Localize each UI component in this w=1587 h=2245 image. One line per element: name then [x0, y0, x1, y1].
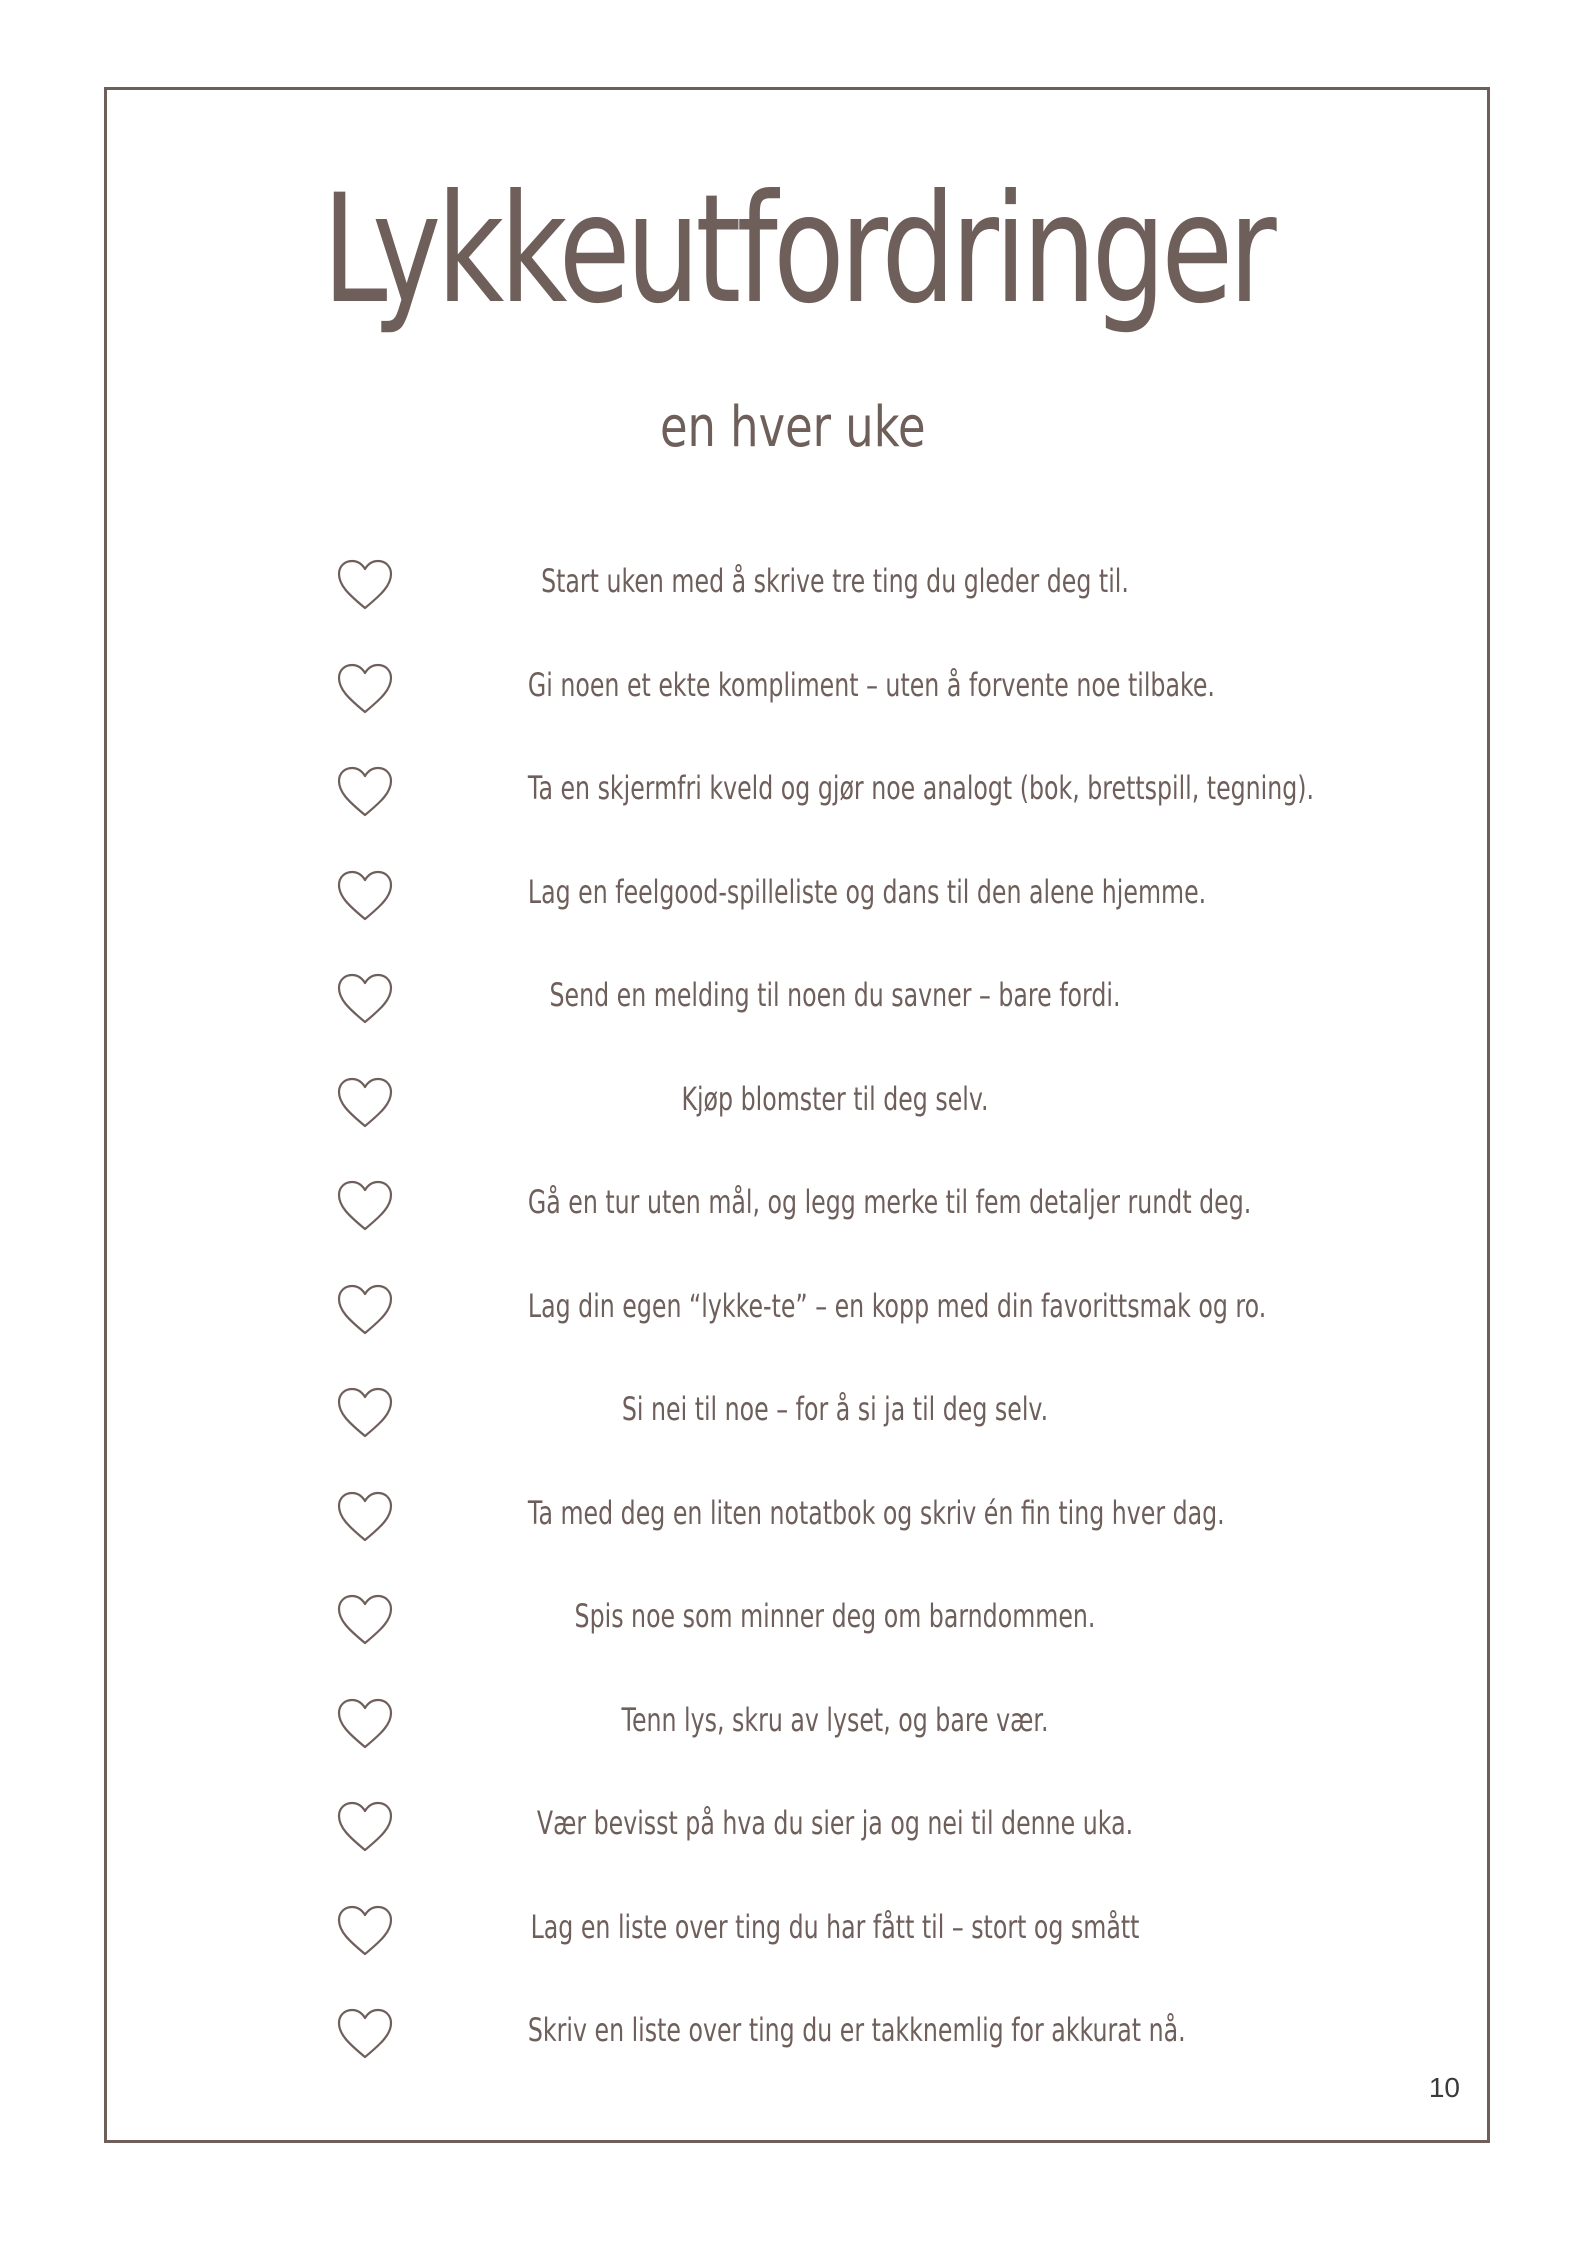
heart-outline-icon[interactable]	[336, 558, 394, 612]
page-subtitle: en hver uke	[659, 395, 926, 460]
heart-outline-icon[interactable]	[336, 1386, 394, 1440]
checklist-item-text: Lag en liste over ting du har fått til – stort og smått	[530, 1907, 1140, 1946]
heart-outline-icon[interactable]	[336, 1490, 394, 1544]
checklist-item-text: Lag en feelgood-spilleliste og dans til den alene hjemme.	[527, 872, 1207, 911]
challenge-checklist	[330, 548, 1315, 2101]
heart-outline-icon[interactable]	[336, 1076, 394, 1130]
checklist-item	[330, 1480, 1250, 1584]
checklist-item	[330, 859, 1250, 963]
checklist-item-text: Gi noen et ekte kompliment – uten å forvente noe tilbake.	[527, 665, 1215, 704]
checklist-item	[330, 652, 1250, 756]
heart-outline-icon[interactable]	[336, 972, 394, 1026]
checklist-item	[330, 755, 1315, 859]
page-title: Lykkeutfordringer	[322, 163, 1272, 337]
checklist-item-text: Start uken med å skrive tre ting du gleder deg til.	[541, 562, 1129, 600]
checklist-item	[330, 1169, 1250, 1273]
page-number: 10	[1428, 2072, 1460, 2103]
checklist-item	[330, 1687, 1250, 1791]
heart-outline-icon[interactable]	[336, 765, 394, 819]
checklist-item-text: Vær bevisst på hva du sier ja og nei til denne uka.	[536, 1804, 1134, 1842]
heart-outline-icon[interactable]	[336, 1800, 394, 1854]
checklist-item-text: Tenn lys, skru av lyset, og bare vær.	[621, 1700, 1049, 1739]
checklist-item-text: Lag din egen “lykke-te” – en kopp med din favorittsmak og ro.	[527, 1286, 1267, 1325]
heart-outline-icon[interactable]	[336, 2007, 394, 2061]
checklist-item	[330, 1997, 1250, 2101]
heart-outline-icon[interactable]	[336, 869, 394, 923]
checklist-item	[330, 1066, 1250, 1170]
heart-outline-icon[interactable]	[336, 1593, 394, 1647]
checklist-item	[330, 1273, 1267, 1377]
checklist-item-text: Ta med deg en liten notatbok og skriv én fin ting hver dag.	[527, 1493, 1225, 1532]
heart-outline-icon[interactable]	[336, 1697, 394, 1751]
heart-outline-icon[interactable]	[336, 1283, 394, 1337]
checklist-item	[330, 548, 1250, 652]
checklist-item-text: Si nei til noe – for å si ja til deg selv.	[621, 1390, 1049, 1428]
checklist-item	[330, 1894, 1250, 1998]
checklist-item	[330, 1583, 1250, 1687]
checklist-item-text: Ta en skjermfri kveld og gjør noe analogt (bok, brettspill, tegning).	[527, 769, 1315, 807]
checklist-item	[330, 962, 1250, 1066]
heart-outline-icon[interactable]	[336, 1179, 394, 1233]
checklist-item-text: Skriv en liste over ting du er takknemlig for akkurat nå.	[527, 2011, 1186, 2049]
heart-outline-icon[interactable]	[336, 662, 394, 716]
checklist-item-text: Spis noe som minner deg om barndommen.	[574, 1597, 1096, 1635]
checklist-item-text: Gå en tur uten mål, og legg merke til fem detaljer rundt deg.	[527, 1183, 1252, 1221]
checklist-item	[330, 1376, 1250, 1480]
heart-outline-icon[interactable]	[336, 1904, 394, 1958]
checklist-item-text: Kjøp blomster til deg selv.	[681, 1079, 989, 1118]
checklist-item-text: Send en melding til noen du savner – bare fordi.	[549, 976, 1121, 1014]
checklist-item	[330, 1790, 1250, 1894]
